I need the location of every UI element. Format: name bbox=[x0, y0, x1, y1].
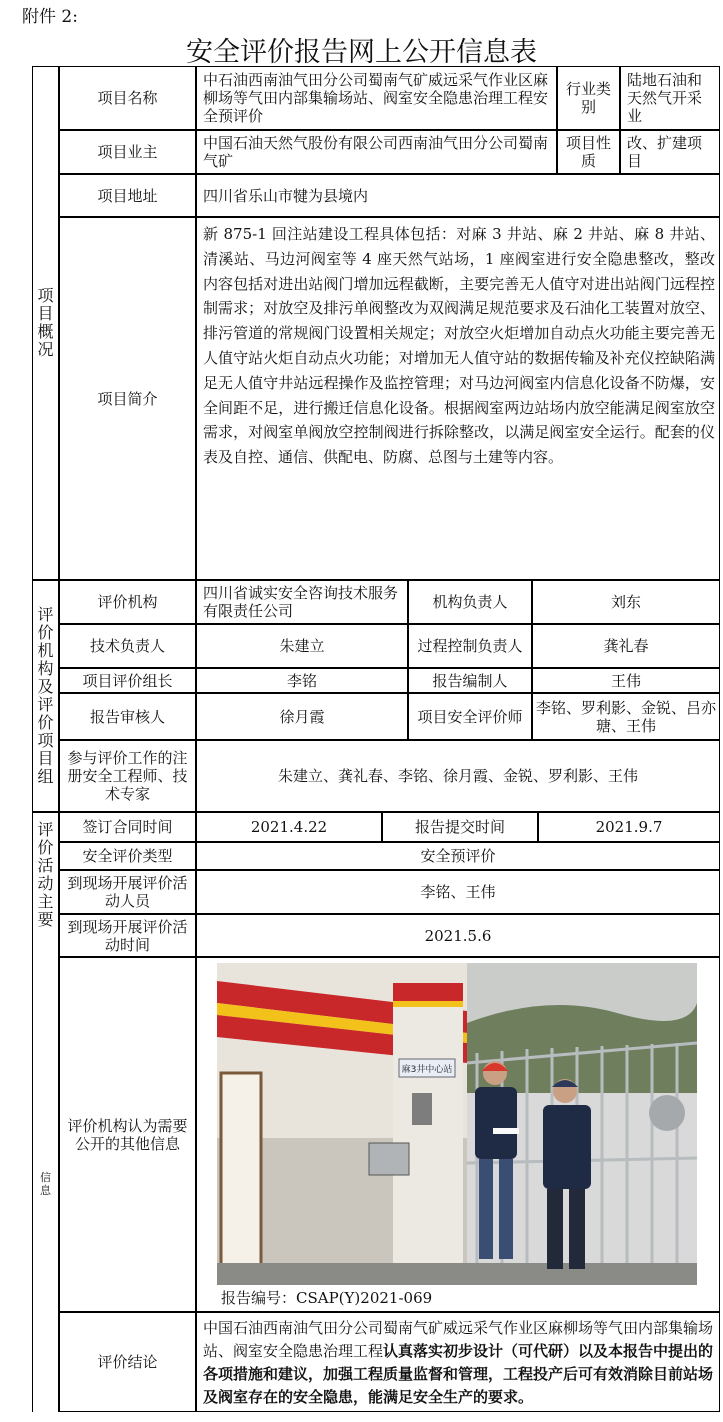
nature-label: 项目性质 bbox=[557, 130, 620, 174]
owner-value: 中国石油天然气股份有限公司西南油气田分公司蜀南气矿 bbox=[196, 130, 557, 174]
vertical-char: 评 bbox=[37, 695, 54, 714]
page-title: 安全评价报告网上公开信息表 bbox=[186, 37, 537, 68]
process-lead-label: 过程控制负责人 bbox=[408, 624, 532, 668]
vertical-char: 价 bbox=[37, 713, 54, 732]
owner-label: 项目业主 bbox=[59, 130, 196, 174]
report-writer-value: 王伟 bbox=[532, 668, 720, 693]
vertical-char: 动 bbox=[37, 874, 54, 893]
report-writer-label: 报告编制人 bbox=[408, 668, 532, 693]
attachment-label: 附件 2: bbox=[22, 7, 78, 27]
conclusion-value bbox=[196, 1312, 720, 1412]
submit-date-value: 2021.9.7 bbox=[538, 812, 720, 842]
conclusion-normal: 中国石油西南油气田分公司蜀南气矿威远采气作业区麻柳场等气田内部集输场站、阀室安全隐患治理工程 bbox=[203, 1319, 714, 1360]
conclusion-bold: 认真落实初步设计（可代研）以及本报告中提出的各项措施和建议，加强工程质量监督和管理，工程投产后可有效消除目前站场及阀室存在的安全隐患，能满足安全生产的要求。 bbox=[203, 1342, 714, 1406]
process-lead-value: 龚礼春 bbox=[532, 624, 720, 668]
vertical-char: 评 bbox=[37, 605, 54, 624]
contract-date-value: 2021.4.22 bbox=[196, 812, 382, 842]
agency-value: 四川省诚实安全咨询技术服务有限责任公司 bbox=[196, 580, 408, 624]
submit-date-label: 报告提交时间 bbox=[382, 812, 538, 842]
participants-label: 参与评价工作的注册安全工程师、技术专家 bbox=[59, 740, 196, 812]
eval-type-label: 安全评价类型 bbox=[59, 842, 196, 870]
eval-type-value: 安全预评价 bbox=[196, 842, 720, 870]
vertical-char: 活 bbox=[37, 856, 54, 875]
reviewer-label: 报告审核人 bbox=[59, 693, 196, 740]
vertical-char: 评 bbox=[37, 820, 54, 839]
other-info-label: 评价机构认为需要公开的其他信息 bbox=[59, 957, 196, 1312]
vertical-char: 构 bbox=[37, 659, 54, 678]
vertical-char: 及 bbox=[37, 677, 54, 696]
section-overview bbox=[32, 66, 59, 580]
vertical-char: 价 bbox=[37, 838, 54, 857]
industry-label: 行业类别 bbox=[557, 66, 620, 130]
vertical-char: 概 bbox=[37, 322, 54, 341]
onsite-staff-value: 李铭、王伟 bbox=[196, 870, 720, 914]
contract-date-label: 签订合同时间 bbox=[59, 812, 196, 842]
section-activities bbox=[32, 812, 59, 1412]
vertical-char: 目 bbox=[37, 304, 54, 323]
conclusion-label: 评价结论 bbox=[59, 1312, 196, 1412]
vertical-char: 价 bbox=[37, 623, 54, 642]
participants-value: 朱建立、龚礼春、李铭、徐月霞、金锐、罗利影、王伟 bbox=[196, 740, 720, 812]
reviewer-value: 徐月霞 bbox=[196, 693, 408, 740]
project-name-value: 中石油西南油气田分公司蜀南气矿威远采气作业区麻柳场等气田内部集输场站、阀室安全隐患治理工程安全预评价 bbox=[196, 66, 557, 130]
station-sign: 麻3井中心站 bbox=[401, 1065, 453, 1075]
group-leader-label: 项目评价组长 bbox=[59, 668, 196, 693]
vertical-char: 况 bbox=[37, 340, 54, 359]
onsite-time-value: 2021.5.6 bbox=[196, 914, 720, 957]
intro-label: 项目简介 bbox=[59, 217, 196, 580]
vertical-char: 组 bbox=[37, 767, 54, 786]
vertical-char: 息 bbox=[40, 1184, 51, 1197]
assessor-label: 项目安全评价师 bbox=[408, 693, 532, 740]
vertical-char: 项 bbox=[37, 286, 54, 305]
tech-lead-label: 技术负责人 bbox=[59, 624, 196, 668]
tech-lead-value: 朱建立 bbox=[196, 624, 408, 668]
agency-label: 评价机构 bbox=[59, 580, 196, 624]
agency-head-value: 刘东 bbox=[532, 580, 720, 624]
report-number: 报告编号：CSAP(Y)2021-069 bbox=[221, 1289, 433, 1307]
agency-head-label: 机构负责人 bbox=[408, 580, 532, 624]
vertical-char: 信 bbox=[40, 1171, 51, 1184]
section-org bbox=[32, 580, 59, 812]
site-photo bbox=[197, 958, 719, 1311]
nature-value: 改、扩建项目 bbox=[620, 130, 720, 174]
vertical-char: 要 bbox=[37, 910, 54, 929]
project-name-label: 项目名称 bbox=[59, 66, 196, 130]
group-leader-value: 李铭 bbox=[196, 668, 408, 693]
vertical-char: 主 bbox=[37, 892, 54, 911]
industry-value: 陆地石油和天然气开采业 bbox=[620, 66, 720, 130]
vertical-char: 项 bbox=[37, 731, 54, 750]
address-value: 四川省乐山市犍为县境内 bbox=[196, 174, 720, 217]
vertical-char: 目 bbox=[37, 749, 54, 768]
onsite-time-label: 到现场开展评价活动时间 bbox=[59, 914, 196, 957]
assessor-value: 李铭、罗利影、金锐、吕亦瑭、王伟 bbox=[532, 693, 720, 740]
address-label: 项目地址 bbox=[59, 174, 196, 217]
intro-value: 新 875-1 回注站建设工程具体包括：对麻 3 井站、麻 2 井站、麻 8 井站、清溪站、马边河阀室等 4 座天然气站场，1 座阀室进行安全隐患整改，整改内容包括对进出站阀门增加远程截断，主要完善无人值守对进出站阀门远程控制需求；对放空及排污单阀整改为双阀满足规范要求及石油化工装置对放空、排污管道的常规阀门设置相关规定；对放空火炬增加自动点火功能主要完善无人值守站火炬自动点火功能；对增加无人值守站的数据传输及补充仪控缺陷满足无人值守井站远程操作及监控管理；对马边河阀室内信息化设备不防爆，安全间距不足，进行搬迁信息化设备。根据阀室两边站场内放空能满足阀室放空需求，对阀室单阀放空控制阀进行拆除整改，以满足阀室安全运行。配套的仪表及自控、通信、供配电、防腐、总图与土建等内容。 bbox=[196, 217, 720, 580]
other-info-photo-cell bbox=[196, 957, 720, 1312]
vertical-char: 机 bbox=[37, 641, 54, 660]
onsite-staff-label: 到现场开展评价活动人员 bbox=[59, 870, 196, 914]
